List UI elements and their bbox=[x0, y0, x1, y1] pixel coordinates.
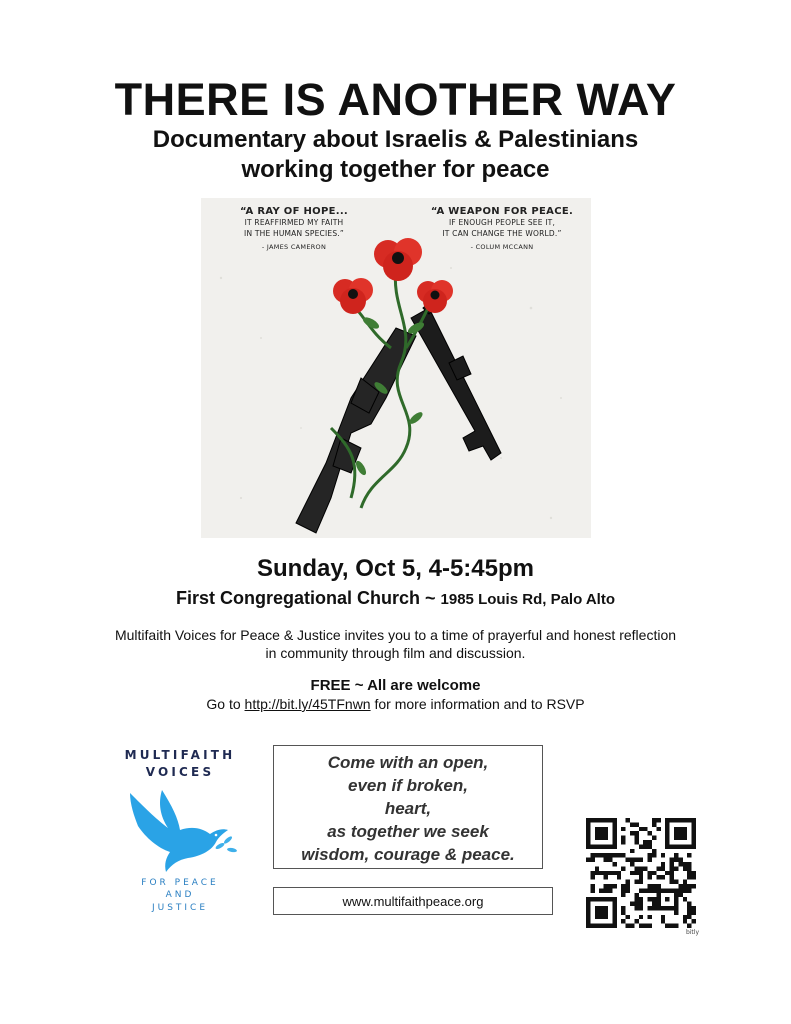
event-location bbox=[0, 588, 791, 609]
logo-line-4: AND bbox=[165, 890, 195, 900]
rsvp-line bbox=[0, 696, 791, 712]
quote-left-line2: IT REAFFIRMED MY FAITH bbox=[244, 218, 344, 227]
quote-left-attribution: - JAMES CAMERON bbox=[261, 243, 327, 251]
dove-icon bbox=[120, 788, 240, 873]
subtitle-line-2: working together for peace bbox=[241, 156, 550, 183]
logo-line-1: MULTIFAITH bbox=[124, 748, 236, 762]
event-address: 1985 Louis Rd, Palo Alto bbox=[440, 591, 616, 608]
page-title: THERE IS ANOTHER WAY bbox=[114, 74, 677, 125]
quote-left-headline: “A RAY OF HOPE... bbox=[239, 206, 349, 217]
free-admission-text: FREE ~ All are welcome bbox=[310, 677, 481, 694]
event-venue: First Congregational Church ~ bbox=[175, 588, 436, 608]
logo-line-2: VOICES bbox=[145, 765, 215, 779]
quote-right-line3: IT CAN CHANGE THE WORLD.” bbox=[442, 229, 562, 238]
poster-quote-right bbox=[427, 206, 577, 253]
motto-line-5: wisdom, courage & peace. bbox=[301, 845, 515, 864]
website-box[interactable]: www.multifaithpeace.org bbox=[273, 887, 553, 915]
qr-code-icon bbox=[585, 818, 697, 928]
invitation-line-1: Multifaith Voices for Peace & Justice invites you to a time of prayerful and honest reflection bbox=[114, 627, 677, 643]
multifaith-voices-logo bbox=[100, 748, 260, 923]
motto-line-2: even if broken, bbox=[348, 776, 468, 795]
motto-line-1: Come with an open, bbox=[327, 753, 489, 772]
motto-box bbox=[273, 745, 543, 869]
quote-left-line3: IN THE HUMAN SPECIES.” bbox=[244, 229, 344, 238]
quote-right-attribution: - COLUM MCCANN bbox=[470, 243, 534, 251]
rsvp-link[interactable]: http://bit.ly/45TFnwn bbox=[244, 696, 371, 712]
logo-line-3: FOR PEACE bbox=[141, 878, 219, 888]
motto-line-4: as together we seek bbox=[327, 822, 489, 841]
quote-right-headline: “A WEAPON FOR PEACE. bbox=[430, 206, 574, 217]
logo-line-5: JUSTICE bbox=[151, 903, 209, 913]
qr-code[interactable] bbox=[585, 818, 703, 934]
qr-label: bitly bbox=[685, 929, 699, 936]
movie-poster bbox=[201, 198, 591, 538]
motto-line-3: heart, bbox=[384, 799, 432, 818]
quote-right-line2: IF ENOUGH PEOPLE SEE IT, bbox=[448, 218, 556, 227]
rsvp-suffix: for more information and to RSVP bbox=[374, 696, 585, 712]
rsvp-prefix: Go to bbox=[206, 696, 241, 712]
invitation-line-2: in community through film and discussion. bbox=[265, 645, 526, 661]
event-date: Sunday, Oct 5, 4-5:45pm bbox=[257, 555, 534, 582]
poster-quote-left bbox=[219, 206, 369, 253]
subtitle-line-1: Documentary about Israelis & Palestinians bbox=[152, 126, 639, 153]
